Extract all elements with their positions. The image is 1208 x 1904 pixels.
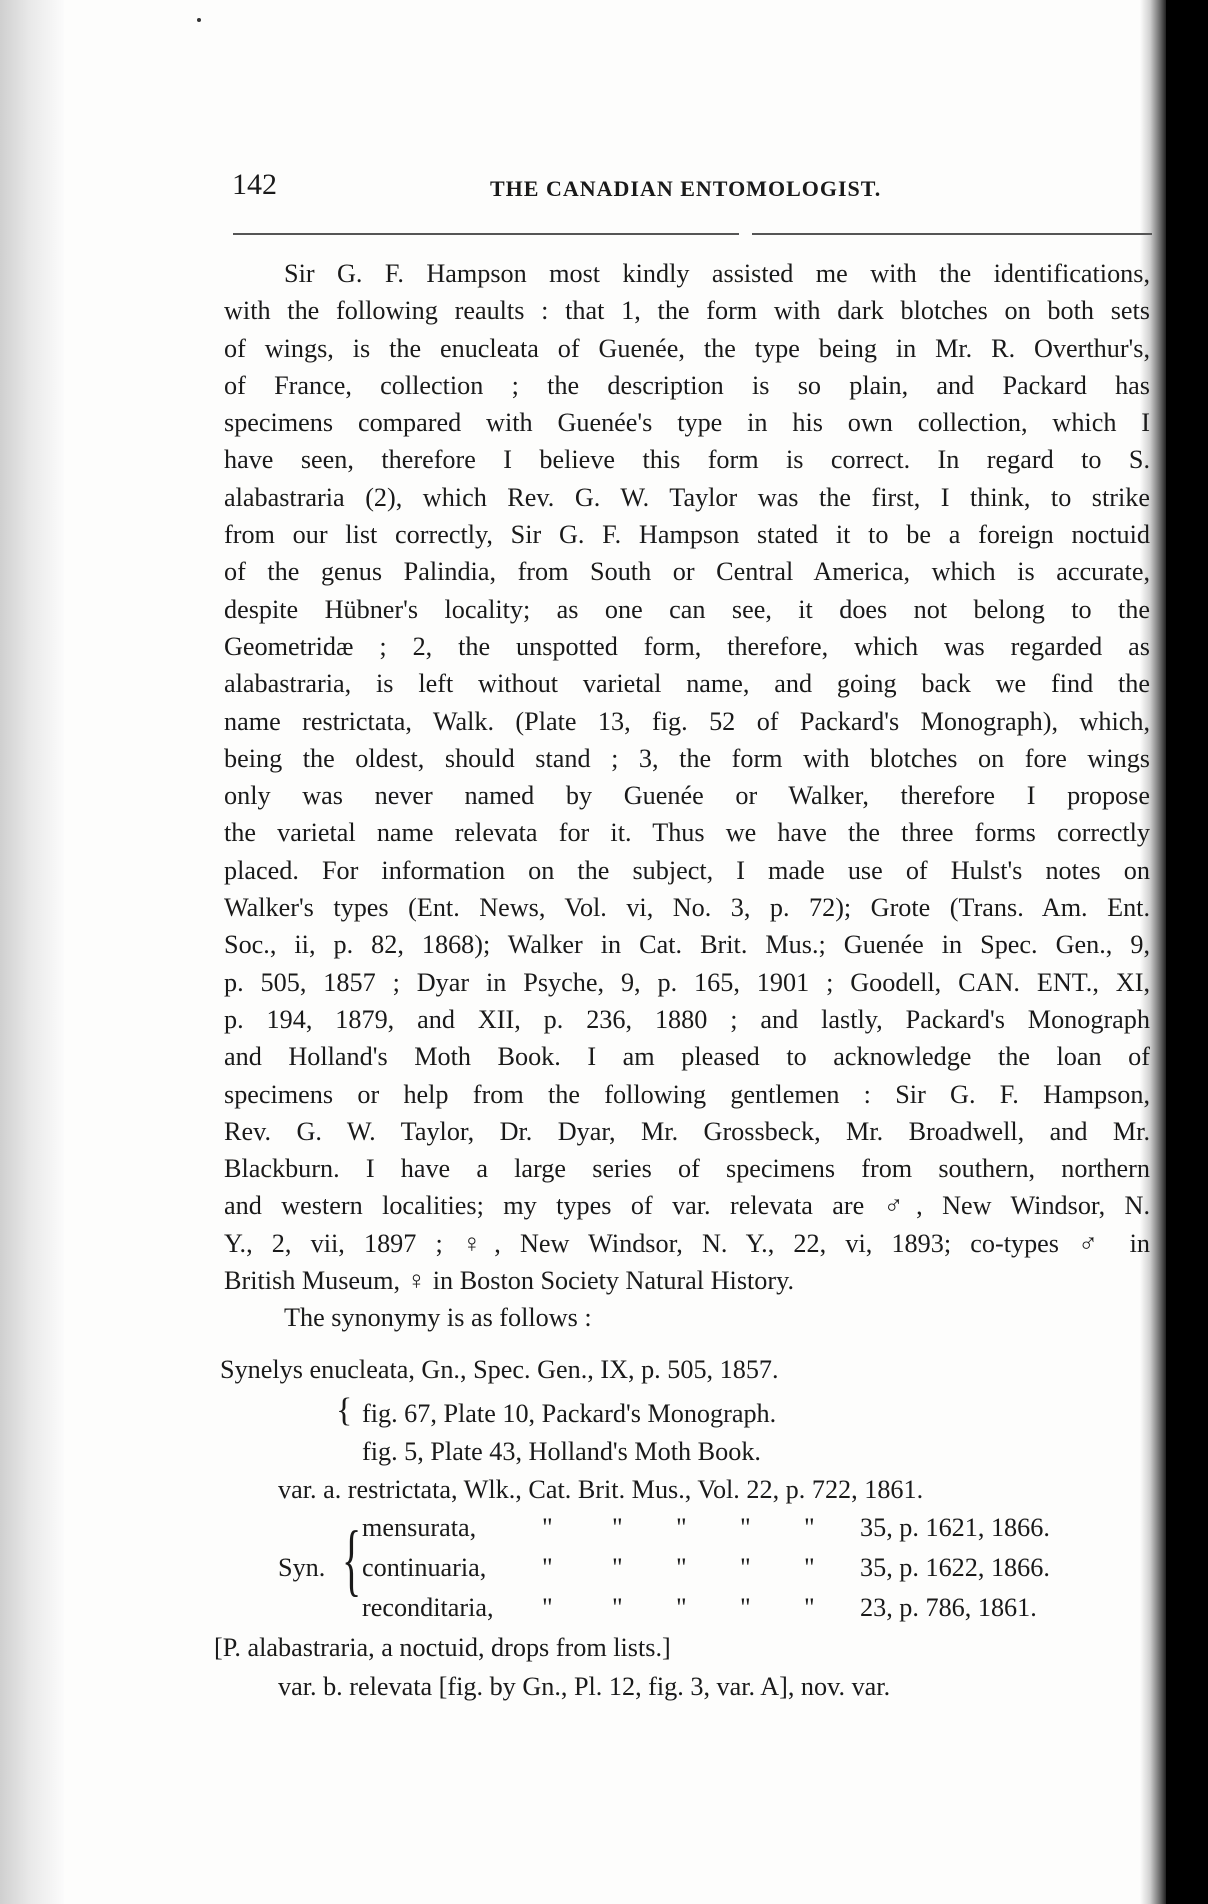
var-b-citation: var. b. relevata [fig. by Gn., Pl. 12, fig. 3, var. A], nov. var. bbox=[278, 1672, 891, 1701]
text-line: p. 505, 1857 ; Dyar in Psyche, 9, p. 165, 1901 ; Goodell, CAN. ENT., XI, bbox=[224, 967, 1150, 997]
synonym-name: reconditaria, bbox=[362, 1593, 494, 1622]
ditto-mark: " bbox=[804, 1553, 815, 1582]
noctuid-note: [P. alabastraria, a noctuid, drops from lists.] bbox=[214, 1633, 671, 1662]
text-line: only was never named by Guenée or Walker, therefore I propose bbox=[224, 781, 1150, 811]
ditto-mark: " bbox=[804, 1513, 815, 1542]
text-line: specimens compared with Guenée's type in his own collection, which I bbox=[224, 408, 1150, 438]
text-line: Sir G. F. Hampson most kindly assisted me with the identifications, bbox=[284, 259, 1150, 288]
running-title: THE CANADIAN ENTOMOLOGIST. bbox=[490, 176, 882, 201]
text-line: Geometridæ ; 2, the unspotted form, therefore, which was regarded as bbox=[224, 631, 1150, 661]
synonym-reference: 35, p. 1621, 1866. bbox=[860, 1513, 1050, 1542]
text-line: of wings, is the enucleata of Guenée, the type being in Mr. R. Overthur's, bbox=[224, 333, 1150, 363]
text-line: Soc., ii, p. 82, 1868); Walker in Cat. Brit. Mus.; Guenée in Spec. Gen., 9, bbox=[224, 930, 1150, 960]
ditto-mark: " bbox=[740, 1553, 751, 1582]
text-line: have seen, therefore I believe this form is correct. In regard to S. bbox=[224, 445, 1150, 475]
ditto-mark: " bbox=[676, 1553, 687, 1582]
text-line: name restrictata, Walk. (Plate 13, fig. 52 of Packard's Monograph), which, bbox=[224, 706, 1150, 736]
text-line: p. 194, 1879, and XII, p. 236, 1880 ; and lastly, Packard's Monograph bbox=[224, 1004, 1150, 1034]
ditto-mark: " bbox=[676, 1513, 687, 1542]
synonym-name: mensurata, bbox=[362, 1513, 477, 1542]
ditto-mark: " bbox=[612, 1553, 623, 1582]
ditto-mark: " bbox=[612, 1593, 623, 1622]
ditto-mark: " bbox=[542, 1513, 553, 1542]
text-line: of France, collection ; the description is so plain, and Packard has bbox=[224, 370, 1150, 400]
ditto-mark: " bbox=[804, 1593, 815, 1622]
text-line: Walker's types (Ent. News, Vol. vi, No. 3, p. 72); Grote (Trans. Am. Ent. bbox=[224, 893, 1150, 923]
var-a-citation: var. a. restrictata, Wlk., Cat. Brit. Mus., Vol. 22, p. 722, 1861. bbox=[278, 1475, 924, 1504]
text-line: placed. For information on the subject, I made use of Hulst's notes on bbox=[224, 855, 1150, 885]
synonymy-species-line bbox=[0, 1355, 1166, 1392]
brace-synonyms: { bbox=[342, 1516, 362, 1604]
speck bbox=[197, 18, 201, 22]
page-number: 142 bbox=[232, 168, 277, 201]
text-line: Rev. G. W. Taylor, Dr. Dyar, Mr. Grossbeck, Mr. Broadwell, and Mr. bbox=[224, 1116, 1150, 1146]
text-line: and Holland's Moth Book. I am pleased to acknowledge the loan of bbox=[224, 1042, 1150, 1072]
ditto-mark: " bbox=[740, 1593, 751, 1622]
text-line: and western localities; my types of var. relevata are ♂, New Windsor, N. bbox=[224, 1191, 1150, 1221]
ditto-mark: " bbox=[612, 1513, 623, 1542]
fig-ref-1: fig. 67, Plate 10, Packard's Monograph. bbox=[362, 1399, 777, 1428]
text-line: with the following reaults : that 1, the form with dark blotches on both sets bbox=[224, 296, 1150, 326]
body-paragraph bbox=[224, 255, 1150, 1337]
text-line: of the genus Palindia, from South or Central America, which is accurate, bbox=[224, 557, 1150, 587]
text-line: despite Hübner's locality; as one can see, it does not belong to the bbox=[224, 594, 1150, 624]
syn-label: Syn. bbox=[278, 1553, 326, 1582]
text-line: Blackburn. I have a large series of specimens from southern, northern bbox=[224, 1154, 1150, 1184]
text-line: Y., 2, vii, 1897 ; ♀, New Windsor, N. Y., 22, vi, 1893; co-types ♂ in bbox=[224, 1228, 1150, 1258]
species-citation: Synelys enucleata, Gn., Spec. Gen., IX, p. 505, 1857. bbox=[220, 1355, 779, 1384]
synonym-name: continuaria, bbox=[362, 1553, 487, 1582]
text-line: alabastraria, is left without varietal name, and going back we find the bbox=[224, 669, 1150, 699]
synonym-reference: 23, p. 786, 1861. bbox=[860, 1593, 1037, 1622]
text-line: being the oldest, should stand ; 3, the form with blotches on fore wings bbox=[224, 743, 1150, 773]
synonym-reference: 35, p. 1622, 1866. bbox=[860, 1553, 1050, 1582]
header-rule-left bbox=[233, 233, 739, 235]
ditto-mark: " bbox=[542, 1553, 553, 1582]
ditto-mark: " bbox=[542, 1593, 553, 1622]
page-gutter-shadow bbox=[0, 0, 64, 1904]
fig-ref-2: fig. 5, Plate 43, Holland's Moth Book. bbox=[362, 1437, 761, 1466]
text-line: the varietal name relevata for it. Thus we have the three forms correctly bbox=[224, 818, 1150, 848]
text-line: specimens or help from the following gentlemen : Sir G. F. Hampson, bbox=[224, 1079, 1150, 1109]
text-line: alabastraria (2), which Rev. G. W. Taylor was the first, I think, to strike bbox=[224, 482, 1150, 512]
ditto-mark: " bbox=[740, 1513, 751, 1542]
text-line: The synonymy is as follows : bbox=[284, 1303, 592, 1333]
text-line: from our list correctly, Sir G. F. Hampson stated it to be a foreign noctuid bbox=[224, 520, 1150, 550]
ditto-mark: " bbox=[676, 1593, 687, 1622]
brace-figs: { bbox=[336, 1392, 353, 1429]
text-line: British Museum, ♀ in Boston Society Natural History. bbox=[224, 1266, 795, 1296]
header-rule-right bbox=[752, 233, 1152, 235]
